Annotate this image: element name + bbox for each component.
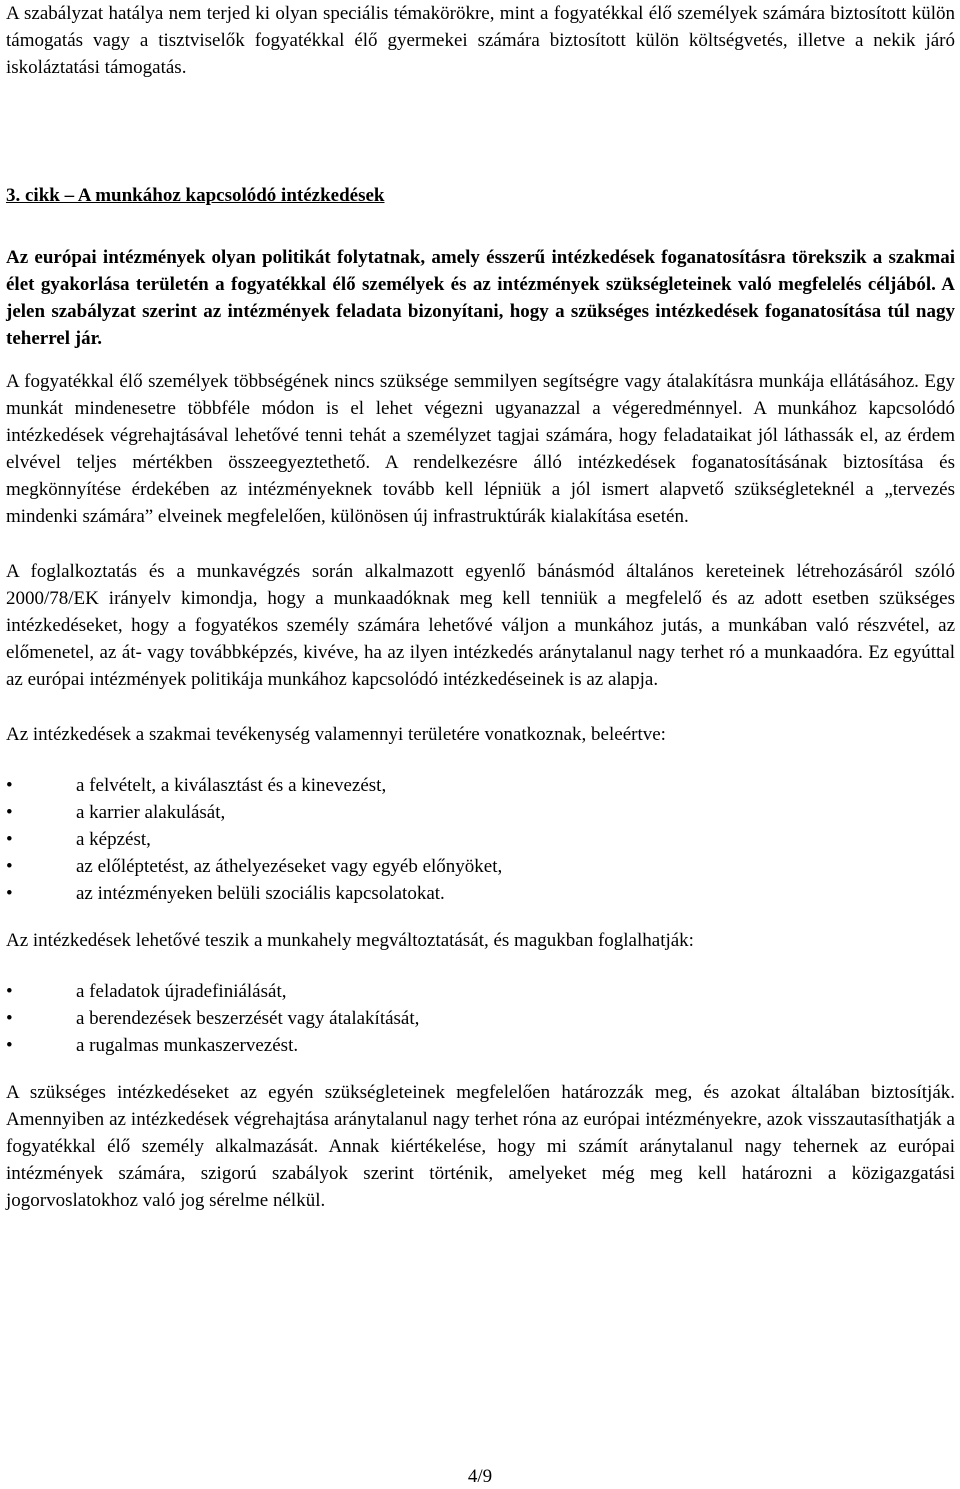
body-paragraph-2: A fogyatékkal élő személyek többségének nincs szüksége semmilyen segítségre vagy átalakításra munkája ellátásához. Egy munkát mindenesetre többféle módon is el lehet végezni ugyanazzal a végeredménnyel. A munkához kapcsolódó intézkedések végrehajtásával lehetővé tenni tehát a személyzet tagjai számára, hogy feladataikat jól láthassák el, az érdem elvével teljes mértékben összeegyeztethető. A rendelkezésre álló intézkedések foganatosításának biztosítása és megkönnyítése érdekében az intézményeknek tovább kell lépniük a jól ismert alapvető szükségleteknél a „tervezés mindenki számára” elveinek megfelelően, különösen új infrastruktúrák kialakítása esetén. bbox=[6, 371, 955, 527]
body-paragraph-3: A foglalkoztatás és a munkavégzés során alkalmazott egyenlő bánásmód általános kereteinek létrehozásáról szóló 2000/78/EK irányelv kimondja, hogy a munkaadóknak meg kell tenniük a megfelelő és az adott esetben szükséges intézkedéseket, hogy a fogyatékos személy számára lehetővé váljon a munkához jutás, a munkában való részvétel, az előmenetel, az át- vagy továbbképzés, kivéve, ha az ilyen intézkedés aránytalanul nagy terhet ró a munkaadóra. Ez egyúttal az európai intézmények politikája munkához kapcsolódó intézkedéseinek is az alapja. bbox=[6, 561, 955, 690]
bullet-icon: • bbox=[6, 1008, 13, 1029]
list-item-text: az előléptetést, az áthelyezéseket vagy egyéb előnyöket, bbox=[76, 856, 503, 877]
list-item bbox=[6, 826, 955, 853]
list-item bbox=[6, 1032, 955, 1059]
bullet-icon: • bbox=[6, 775, 13, 796]
bullet-icon: • bbox=[6, 802, 13, 823]
list-item-text: a karrier alakulását, bbox=[76, 802, 226, 823]
bullet-list-1 bbox=[6, 772, 955, 907]
list-item-text: a berendezések beszerzését vagy átalakítását, bbox=[76, 1008, 420, 1029]
list-item bbox=[6, 799, 955, 826]
bullet-icon: • bbox=[6, 883, 13, 904]
list-item bbox=[6, 880, 955, 907]
list-intro-2: Az intézkedések lehetővé teszik a munkahely megváltoztatását, és magukban foglalhatják: bbox=[6, 930, 694, 951]
document-page bbox=[6, 0, 955, 1214]
list-item-text: a feladatok újradefiniálását, bbox=[76, 981, 287, 1002]
bullet-icon: • bbox=[6, 1035, 13, 1056]
page-number: 4/9 bbox=[467, 1466, 493, 1487]
list-item bbox=[6, 772, 955, 799]
bullet-icon: • bbox=[6, 981, 13, 1002]
list-item bbox=[6, 978, 955, 1005]
body-paragraph-final: A szükséges intézkedéseket az egyén szükségleteinek megfelelően határozzák meg, és azokat általában biztosítják. Amennyiben az intézkedések végrehajtása aránytalanul nagy terhet róna az európai intézményekre, azok visszautasíthatják a fogyatékkal élő személy alkalmazását. Annak kiértékelése, hogy mi számít aránytalanul nagy tehernek az európai intézmények számára, szigorú szabályok szerint történik, amelyeket még meg kell határozni a közigazgatási jogorvoslatokhoz való jog sérelme nélkül. bbox=[6, 1082, 955, 1211]
section-heading: 3. cikk – A munkához kapcsolódó intézkedések bbox=[6, 185, 385, 206]
list-item-text: az intézményeken belüli szociális kapcsolatokat. bbox=[76, 883, 445, 904]
list-item-text: a képzést, bbox=[76, 829, 151, 850]
bullet-icon: • bbox=[6, 856, 13, 877]
list-item bbox=[6, 853, 955, 880]
list-item bbox=[6, 1005, 955, 1032]
bullet-list-2 bbox=[6, 978, 955, 1059]
bold-policy-paragraph: Az európai intézmények olyan politikát folytatnak, amely ésszerű intézkedések foganatosításra törekszik a szakmai élet gyakorlása területén a fogyatékkal élő személyek és az intézmények szükségleteinek való megfelelés céljából. A jelen szabályzat szerint az intézmények feladata bizonyítani, hogy a szükséges intézkedések foganatosítása túl nagy teherrel jár. bbox=[6, 247, 955, 349]
intro-paragraph: A szabályzat hatálya nem terjed ki olyan speciális témakörökre, mint a fogyatékkal élő személyek számára biztosított külön támogatás vagy a tisztviselők fogyatékkal élő gyermekei számára biztosított külön költségvetés, illetve a nekik járó iskoláztatási támogatás. bbox=[6, 3, 955, 78]
bullet-icon: • bbox=[6, 829, 13, 850]
list-item-text: a felvételt, a kiválasztást és a kinevezést, bbox=[76, 775, 387, 796]
list-item-text: a rugalmas munkaszervezést. bbox=[76, 1035, 299, 1056]
list-intro-1: Az intézkedések a szakmai tevékenység valamennyi területére vonatkoznak, beleértve: bbox=[6, 724, 666, 745]
